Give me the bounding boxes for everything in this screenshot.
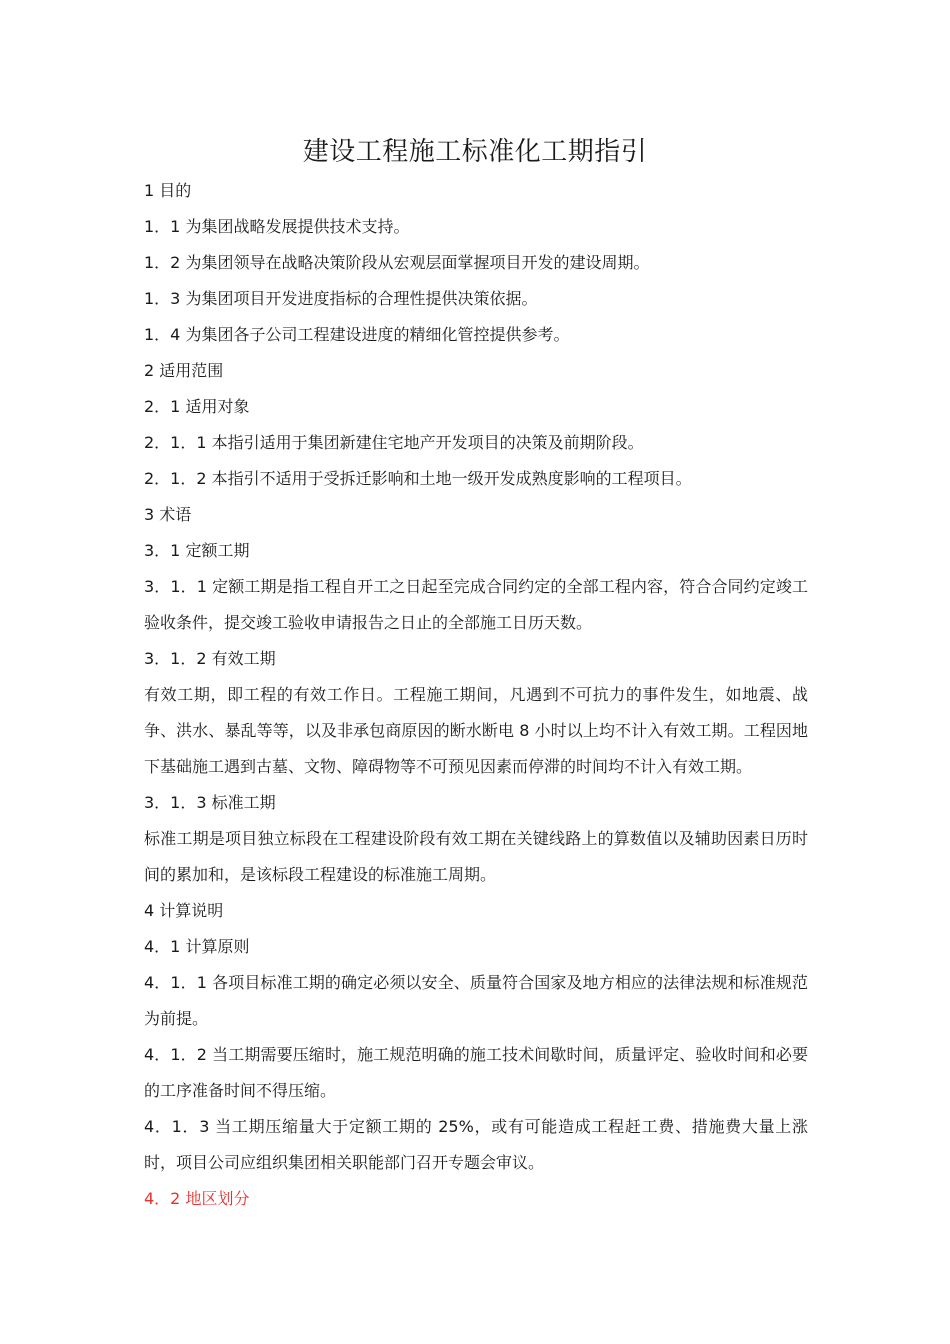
- subsection-heading-3-1-2: 3．1．2 有效工期: [144, 649, 276, 668]
- section-heading-4: 4 计算说明: [144, 901, 224, 920]
- section-heading-3: 3 术语: [144, 505, 192, 524]
- paragraph-4-1-3: 4．1．3 当工期压缩量大于定额工期的 25%，或有可能造成工程赶工费、措施费大量上涨时，项目公司应组织集团相关职能部门召开专题会审议。: [144, 1117, 808, 1172]
- document-body: [144, 173, 808, 1217]
- page-title: 建设工程施工标准化工期指引: [302, 137, 648, 167]
- paragraph-1-2: 1．2 为集团领导在战略决策阶段从宏观层面掌握项目开发的建设周期。: [144, 253, 650, 272]
- section-heading-1: 1 目的: [144, 181, 192, 200]
- paragraph-4-1-1: 4．1．1 各项目标准工期的确定必须以安全、质量符合国家及地方相应的法律法规和标准规范为前提。: [144, 973, 808, 1028]
- paragraph-2-1-2: 2．1．2 本指引不适用于受拆迁影响和土地一级开发成熟度影响的工程项目。: [144, 469, 692, 488]
- paragraph-1-3: 1．3 为集团项目开发进度指标的合理性提供决策依据。: [144, 289, 538, 308]
- paragraph-1-1: 1．1 为集团战略发展提供技术支持。: [144, 217, 410, 236]
- paragraph-standard-period: 标准工期是项目独立标段在工程建设阶段有效工期在关键线路上的算数值以及辅助因素日历时间的累加和，是该标段工程建设的标准施工周期。: [144, 829, 808, 884]
- paragraph-3-1-1: 3．1．1 定额工期是指工程自开工之日起至完成合同约定的全部工程内容，符合合同约定竣工验收条件，提交竣工验收申请报告之日止的全部施工日历天数。: [144, 577, 808, 632]
- subsection-heading-2-1: 2．1 适用对象: [144, 397, 250, 416]
- subsection-heading-3-1-3: 3．1．3 标准工期: [144, 793, 276, 812]
- paragraph-1-4: 1．4 为集团各子公司工程建设进度的精细化管控提供参考。: [144, 325, 570, 344]
- subsection-heading-3-1: 3．1 定额工期: [144, 541, 250, 560]
- paragraph-4-1-2: 4．1．2 当工期需要压缩时，施工规范明确的施工技术间歇时间，质量评定、验收时间和必要的工序准备时间不得压缩。: [144, 1045, 808, 1100]
- paragraph-effective-period: 有效工期，即工程的有效工作日。工程施工期间，凡遇到不可抗力的事件发生，如地震、战争、洪水、暴乱等等，以及非承包商原因的断水断电 8 小时以上均不计入有效工期。工程因地下基础施工遇到古墓、文物、障碍物等不可预见因素而停滞的时间均不计入有效工期。: [144, 685, 808, 776]
- subsection-heading-4-1: 4．1 计算原则: [144, 937, 250, 956]
- subsection-heading-4-2: 4．2 地区划分: [144, 1189, 250, 1208]
- paragraph-2-1-1: 2．1．1 本指引适用于集团新建住宅地产开发项目的决策及前期阶段。: [144, 433, 644, 452]
- section-heading-2: 2 适用范围: [144, 361, 224, 380]
